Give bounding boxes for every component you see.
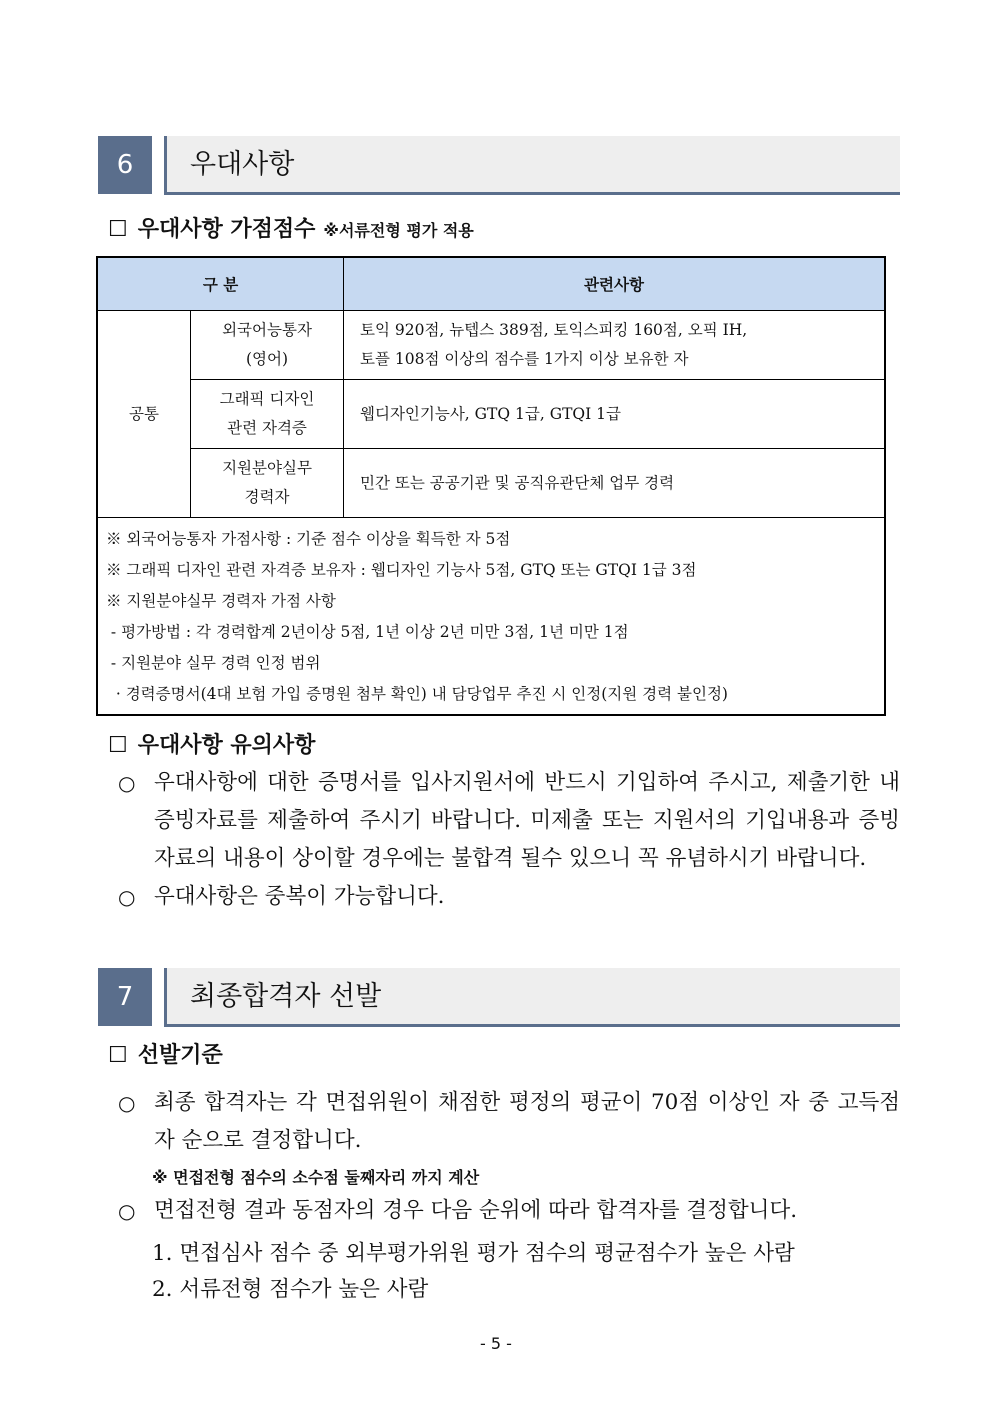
caution-list bbox=[118, 764, 900, 916]
section-6-header bbox=[98, 136, 900, 198]
page-number: - 5 - bbox=[480, 1334, 512, 1353]
category-line: 외국어능통자 bbox=[222, 321, 312, 339]
checkbox-square-icon: ☐ bbox=[108, 217, 128, 242]
table-row-category bbox=[191, 380, 344, 449]
list-item bbox=[118, 878, 900, 916]
category-line: (영어) bbox=[245, 350, 289, 368]
criteria-list bbox=[118, 1084, 900, 1160]
tie-list bbox=[118, 1192, 900, 1230]
list-item bbox=[118, 1084, 900, 1160]
subheading-bonus bbox=[108, 212, 474, 243]
category-line: 경력자 bbox=[244, 488, 290, 506]
section-number: 6 bbox=[98, 136, 152, 194]
tie-rule-2: 2. 서류전형 점수가 높은 사람 bbox=[152, 1277, 429, 1302]
table-header-category: 구 분 bbox=[97, 257, 344, 311]
note-line: ※ 지원분야실무 경력자 가점 사항 bbox=[106, 592, 336, 610]
subheading-title: 선발기준 bbox=[137, 1043, 223, 1068]
category-line: 관련 자격증 bbox=[227, 419, 307, 437]
subheading-note: ※서류전형 평가 적용 bbox=[323, 221, 474, 240]
circle-bullet-icon: ○ bbox=[118, 771, 136, 795]
table-row-category bbox=[191, 449, 344, 518]
table-row-detail bbox=[344, 449, 886, 518]
table-group-cell: 공통 bbox=[97, 311, 191, 518]
note-line: ※ 외국어능통자 가점사항 : 기준 점수 이상을 획득한 자 5점 bbox=[106, 530, 511, 548]
list-item-text: 우대사항은 중복이 가능합니다. bbox=[154, 884, 445, 909]
section-title: 최종합격자 선발 bbox=[190, 981, 382, 1012]
detail-line: 웹디자인기능사, GTQ 1급, GTQI 1급 bbox=[360, 404, 622, 423]
table-row-detail bbox=[344, 311, 886, 380]
circle-bullet-icon: ○ bbox=[118, 1091, 136, 1115]
detail-line: 민간 또는 공공기관 및 공직유관단체 업무 경력 bbox=[360, 473, 675, 492]
list-item-text: 우대사항에 대한 증명서를 입사지원서에 반드시 기입하여 주시고, 제출기한 내 증빙자료를 제출하여 주시기 바랍니다. 미제출 또는 지원서의 기입내용과 증빙자료의 내용이 상이할 경우에는 불합격 될수 있으니 꼭 유념하시기 바랍니다. bbox=[154, 770, 900, 871]
subheading-criteria bbox=[108, 1038, 223, 1069]
subheading-title: 우대사항 가점점수 bbox=[137, 217, 316, 242]
tie-rule-1: 1. 면접심사 점수 중 외부평가위원 평가 점수의 평균점수가 높은 사람 bbox=[152, 1241, 795, 1266]
circle-bullet-icon: ○ bbox=[118, 1199, 136, 1223]
list-item bbox=[118, 764, 900, 878]
category-line: 지원분야실무 bbox=[222, 459, 312, 477]
list-item bbox=[118, 1192, 900, 1230]
subheading-caution bbox=[108, 728, 315, 759]
list-item-text: 면접전형 결과 동점자의 경우 다음 순위에 따라 합격자를 결정합니다. bbox=[154, 1198, 798, 1223]
preference-table bbox=[96, 256, 886, 716]
table-row-detail bbox=[344, 380, 886, 449]
note-line: - 평가방법 : 각 경력합계 2년이상 5점, 1년 이상 2년 미만 3점, 1년 미만 1점 bbox=[106, 623, 629, 641]
detail-line: 토익 920점, 뉴텝스 389점, 토익스피킹 160점, 오픽 IH, bbox=[360, 321, 748, 339]
note-line: ※ 그래픽 디자인 관련 자격증 보유자 : 웹디자인 기능사 5점, GTQ 또는 GTQI 1급 3점 bbox=[106, 561, 697, 579]
table-header-details: 관련사항 bbox=[344, 257, 886, 311]
list-item-text: 최종 합격자는 각 면접위원이 채점한 평정의 평균이 70점 이상인 자 중 고득점자 순으로 결정합니다. bbox=[154, 1090, 900, 1153]
table-notes bbox=[97, 518, 885, 716]
checkbox-square-icon: ☐ bbox=[108, 733, 128, 758]
category-line: 그래픽 디자인 bbox=[219, 390, 315, 408]
section-7-header bbox=[98, 968, 900, 1030]
table-row-category bbox=[191, 311, 344, 380]
criteria-note: ※ 면접전형 점수의 소수점 둘째자리 까지 계산 bbox=[152, 1168, 480, 1187]
note-line: · 경력증명서(4대 보험 가입 증명원 첨부 확인) 내 담당업무 추진 시 인정(지원 경력 불인정) bbox=[106, 685, 728, 703]
subheading-title: 우대사항 유의사항 bbox=[137, 733, 316, 758]
section-number: 7 bbox=[98, 968, 152, 1026]
circle-bullet-icon: ○ bbox=[118, 885, 136, 909]
detail-line: 토플 108점 이상의 점수를 1가지 이상 보유한 자 bbox=[360, 350, 689, 368]
section-title: 우대사항 bbox=[190, 149, 295, 180]
checkbox-square-icon: ☐ bbox=[108, 1043, 128, 1068]
note-line: - 지원분야 실무 경력 인정 범위 bbox=[106, 654, 321, 672]
